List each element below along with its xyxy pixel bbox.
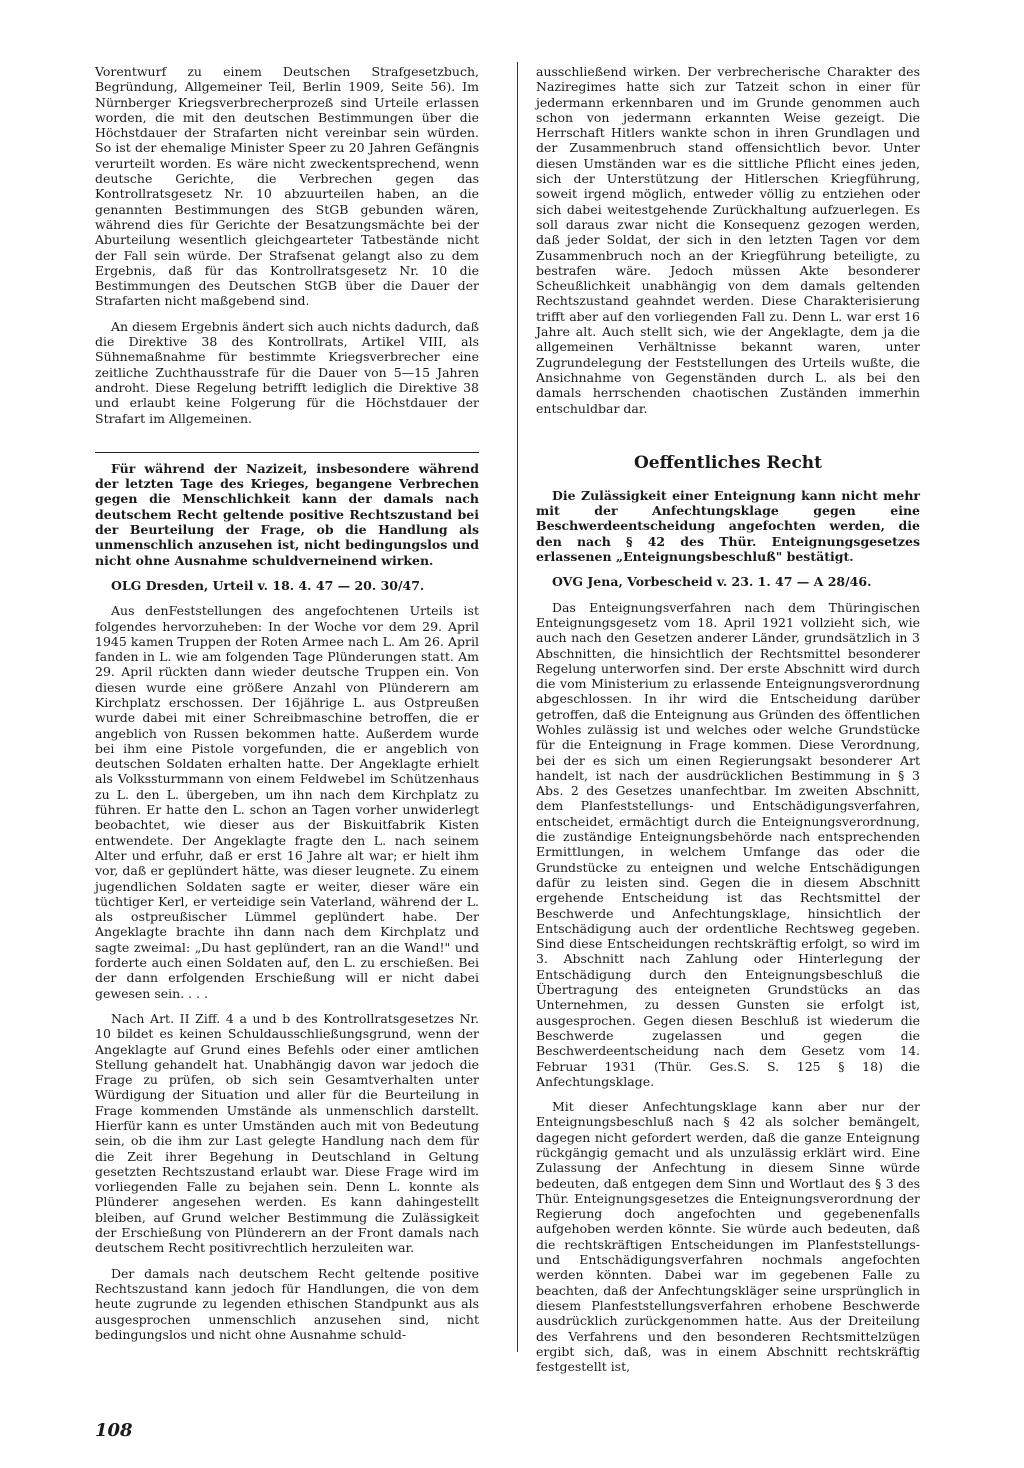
column-divider [517, 62, 518, 1352]
paragraph: Mit dieser Anfechtungsklage kann aber nur der Enteignungsbeschluß nach § 42 als solcher bemängelt, dagegen nicht gefordert werden, daß die ganze Enteignung rückgängig gemacht und als unzulässig erklärt wird. Eine Zulassung der Anfechtung in diesem Sinne würde bedeuten, daß entgegen dem Sinn und Wortlaut des § 3 des Thür. Enteignungsgesetzes die Enteignungsverordnung der Regierung doch angefochten und gegebenenfalls aufgehoben werden könnte. Sie würde auch bedeuten, daß die rechtskräftigen Entscheidungen im Planfeststellungs- und Entschädigungsverfahren nochmals angefochten werden könnten. Dabei war im gegebenen Falle zu beachten, daß der Anfechtungskläger seine ursprünglich in diesem Planfeststellungsverfahren erhobene Beschwerde ausdrücklich zurückgenommen hatte. Aus der Dreiteilung des Verfahrens und den besonderen Rechtsmittelzügen ergibt sich, daß, was in einem Abschnitt rechtskräftig festgestellt ist, [536, 1099, 920, 1375]
case-citation: OVG Jena, Vorbescheid v. 23. 1. 47 — A 28/46. [552, 574, 872, 590]
left-column [95, 64, 479, 1352]
headnote: Für während der Nazizeit, insbesondere während der letzten Tage des Krieges, begangene Verbrechen gegen die Menschlichkeit kann der damals nach deutschem Recht geltende positive Rechtszustand bei der Beurteilung der Frage, ob die Handlung als unmenschlich anzusehen ist, nicht bedingungslos und nicht ohne Ausnahme schuldverneinend wirken. [95, 460, 479, 568]
paragraph: Aus denFeststellungen des angefochtenen Urteils ist folgendes hervorzuheben: In der Woche vor dem 29. April 1945 kamen Truppen der Roten Armee nach L. Am 26. April fanden in L. wie am folgenden Tage Plünderungen statt. Am 29. April rückten dann wieder deutsche Truppen ein. Von diesen wurde eine größere Anzahl von Plünderern am Kirchplatz erschossen. Der 16jährige L. aus Ostpreußen wurde dabei mit einer Schreibmaschine betroffen, die er angeblich von Russen bekommen hatte. Außerdem wurde bei ihm eine Pistole vorgefunden, die er angeblich von deutschen Soldaten erhalten hatte. Der Angeklagte erhielt als Volkssturmmann von einem Feldwebel im Schützenhaus zu L. den L. übergeben, um ihn nach dem Kirchplatz zu führen. Er hatte den L. schon an Tagen vorher unwiderlegt beobachtet, wie dieser aus der Biskuitfabrik Kisten entwendete. Der Angeklagte fragte den L. nach seinem Alter und erfuhr, daß er erst 16 Jahre alt war; er hielt ihm vor, daß er geplündert hätte, was dieser leugnete. Zu einem jugendlichen Soldaten sagte er weiter, dieser wäre ein tüchtiger Kerl, er verteidige sein Vaterland, während der L. als ostpreußischer Lümmel geplündert habe. Der Angeklagte brachte ihn dann nach dem Kirchplatz und sagte zweimal: „Du hast geplündert, ran an die Wand!" und forderte auch einen Soldaten auf, den L. zu erschießen. Bei der dann erfolgenden Erschießung will er nicht dabei gewesen sein. . . . [95, 603, 479, 1001]
section-rule [95, 452, 479, 453]
paragraph: Der damals nach deutschem Recht geltende positive Rechtszustand kann jedoch für Handlungen, die von dem heute zugrunde zu legenden ethischen Standpunkt aus als ausgesprochen unmenschlich anzusehen sind, nicht bedingungslos und nicht ohne Ausnahme schuld- [95, 1265, 479, 1342]
paragraph: Nach Art. II Ziff. 4 a und b des Kontrollratsgesetzes Nr. 10 bildet es keinen Schuldausschließungsgrund, wenn der Angeklagte auf Grund eines Befehls oder einer amtlichen Stellung gehandelt hat. Unabhängig davon war jedoch die Frage zu prüfen, ob sich sein Gesamtverhalten unter Würdigung der Situation und aller für die Beurteilung in Frage kommenden Umstände als unmenschlich darstellt. Hierfür kann es unter Umständen auch mit von Bedeutung sein, ob die ihm zur Last gelegte Handlung nach dem für die Zeit ihrer Begehung in Deutschland in Geltung gesetzten Rechtszustand erlaubt war. Diese Frage wird im vorliegenden Falle zu bejahen sein. Denn L. konnte als Plünderer angesehen werden. Es kann dahingestellt bleiben, auf Grund welcher Bestimmung die Zulässigkeit der Erschießung von Plünderern an der Front damals nach deutschem Recht positivrechtlich herzuleiten war. [95, 1010, 479, 1256]
paragraph: ausschließend wirken. Der verbrecherische Charakter des Naziregimes hatte sich zur Tatzeit schon in einer für jedermann erkennbaren und im Grunde genommen auch schon von jedermann erkannten Weise gezeigt. Die Herrschaft Hitlers wankte schon in ihren Grundlagen und der Zusammenbruch stand offensichtlich bevor. Unter diesen Umständen war es die sittliche Pflicht eines jeden, sich der Unterstützung der Hitlerschen Kriegführung, soweit irgend möglich, entweder völlig zu entziehen oder sich dabei weitestgehende Zurückhaltung aufzuerlegen. Es soll daraus zwar nicht die Konsequenz gezogen werden, daß jeder Soldat, der sich in den letzten Tagen vor dem Zusammenbruch noch an der Kriegführung beteiligte, zu bestrafen wäre. Jedoch müssen Akte besonderer Scheußlichkeit unabhängig von dem damals geltenden Rechtszustand geahndet werden. Diese Charakterisierung trifft aber auf den vorliegenden Fall zu. Denn L. war erst 16 Jahre alt. Auch stellt sich, wie der Angeklagte, dem ja die allgemeinen Verhältnisse bekannt waren, unter Zugrundelegung der Feststellungen des Urteils wußte, die Ansichnahme von Gegenständen durch L. als bei den damals herrschenden chaotischen Zuständen immerhin entschuldbar dar. [536, 64, 920, 416]
paragraph: An diesem Ergebnis ändert sich auch nichts dadurch, daß die Direktive 38 des Kontrollrats, Artikel VIII, als Sühnemaßnahme für bestimmte Kriegsverbrecher eine zeitliche Zuchthausstrafe für die Dauer von 5—15 Jahren androht. Diese Regelung betrifft lediglich die Direktive 38 und erlaubt keine Folgerung für die Höchstdauer der Strafart im Allgemeinen. [95, 318, 479, 426]
paragraph: Vorentwurf zu einem Deutschen Strafgesetzbuch, Begründung, Allgemeiner Teil, Berlin 1909, Seite 56). Im Nürnberger Kriegsverbrecherprozeß sind Urteile erlassen worden, die mit den deutschen Bestimmungen über die Höchstdauer der Strafarten nicht vereinbar sein würden. So ist der ehemalige Minister Speer zu 20 Jahren Gefängnis verurteilt worden. Es wäre nicht zweckentsprechend, wenn deutsche Gerichte, die Verbrechen gegen das Kontrollratsgesetz Nr. 10 abzuurteilen haben, an die genannten Bestimmungen des StGB gebunden wären, während dies für Gerichte der Besatzungsmächte bei der Aburteilung wesentlich gleichgearteter Tatbestände nicht der Fall sein würde. Der Strafsenat gelangt also zu dem Ergebnis, daß für das Kontrollratsgesetz Nr. 10 die Bestimmungen des Deutschen StGB über die Dauer der Strafarten nicht maßgebend sind. [95, 64, 479, 309]
headnote: Die Zulässigkeit einer Enteignung kann nicht mehr mit der Anfechtungsklage gegen eine Beschwerdeentscheidung angefochten werden, die den nach § 42 des Thür. Enteignungsgesetzes erlassenen „Enteignungsbeschluß" bestätigt. [536, 487, 920, 565]
section-heading: Oeffentliches Recht [633, 452, 823, 473]
right-column [536, 64, 920, 1384]
paragraph: Das Enteignungsverfahren nach dem Thüringischen Enteignungsgesetz vom 18. April 1921 vollzieht sich, wie auch nach den Gesetzen anderer Länder, grundsätzlich in 3 Abschnitten, die hinsichtlich der Rechtsmittel besonderer Regelung unterworfen sind. Der erste Abschnitt wird durch die vom Ministerium zu erlassende Enteignungsverordnung abgeschlossen. In ihr wird die Entscheidung darüber getroffen, daß die Enteignung aus Gründen des öffentlichen Wohles zulässig ist und welches oder welche Grundstücke für die Enteignung in Frage kommen. Diese Verordnung, bei der es sich um einen Regierungsakt besonderer Art handelt, ist nach der ausdrücklichen Bestimmung in § 3 Abs. 2 des Gesetzes unanfechtbar. Im zweiten Abschnitt, dem Planfeststellungs- und Entschädigungsverfahren, entscheidet, ermächtigt durch die Enteignungsverordnung, die zuständige Enteignungsbehörde nach entsprechenden Ermittlungen, in welchem Umfange das oder die Grundstücke zu enteignen und welche Entschädigungen dafür zu leisten sind. Gegen die in diesem Abschnitt ergehende Entscheidung ist das Rechtsmittel der Beschwerde und Anfechtungsklage, hinsichtlich der Entschädigung auch der ordentliche Rechtsweg gegeben. Sind diese Entscheidungen rechtskräftig erfolgt, so wird im 3. Abschnitt nach Zahlung oder Hinterlegung der Entschädigung durch den Enteignungsbeschluß die Übertragung des enteigneten Grundstücks an das Unternehmen, zu dessen Gunsten sie erfolgt ist, ausgesprochen. Gegen diesen Beschluß ist wiederum die Beschwerde zugelassen und gegen die Beschwerdeentscheidung nach dem Gesetz vom 14. Februar 1931 (Thür. Ges.S. S. 125 § 18) die Anfechtungsklage. [536, 599, 920, 1089]
page-number: 108 [95, 1420, 133, 1441]
case-citation: OLG Dresden, Urteil v. 18. 4. 47 — 20. 30/47. [111, 577, 425, 593]
